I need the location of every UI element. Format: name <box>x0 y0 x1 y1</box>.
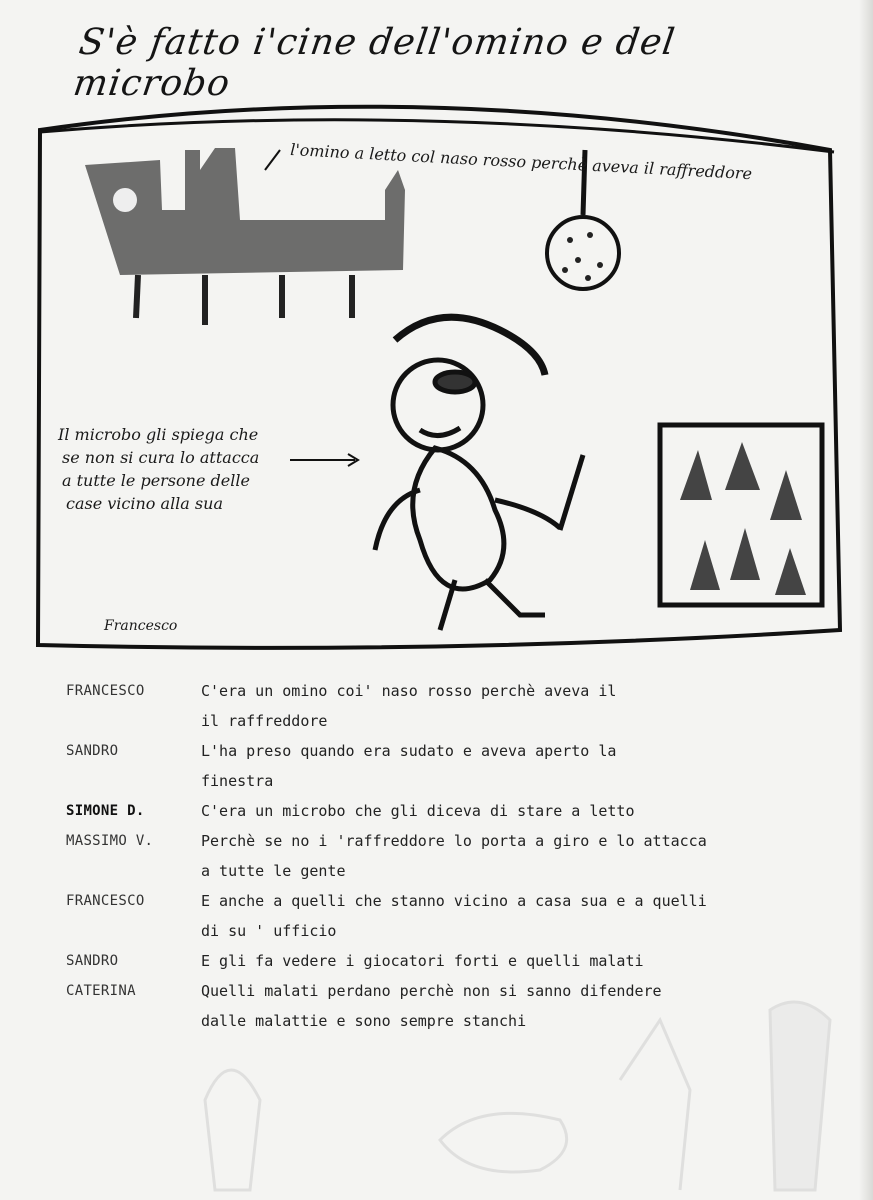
dialogue-row <box>66 886 826 916</box>
annotation-left-line-2: se non si cura lo attacca <box>62 448 260 467</box>
annotation-top: l'omino a letto col naso rosso perchè aveva il raffreddore <box>289 140 753 184</box>
speaker-name: SANDRO <box>66 743 119 759</box>
bed-drawing <box>85 148 405 325</box>
omino-drawing <box>375 317 583 630</box>
child-drawing <box>0 70 873 660</box>
dialogue-text: C'era un microbo che gli diceva di stare a letto <box>201 802 635 820</box>
dialogue-text: E anche a quelli che stanno vicino a casa sua e a quelli <box>201 892 707 910</box>
annotation-left-line-4: case vicino alla sua <box>66 494 223 513</box>
dialogue-row <box>66 676 826 706</box>
dialogue-text: L'ha preso quando era sudato e aveva aperto la <box>201 742 617 760</box>
houses-drawing <box>660 425 822 605</box>
dialogue-row <box>66 736 826 766</box>
speaker-name: MASSIMO V. <box>66 833 154 849</box>
dialogue-row <box>66 916 826 946</box>
dialogue-text: dalle malattie e sono sempre stanchi <box>201 1012 527 1030</box>
speaker-name: CATERINA <box>66 983 136 999</box>
dialogue-row <box>66 706 826 736</box>
page-title: S'è fatto i'cine dell'omino e del microbo <box>70 22 678 104</box>
dialogue-row <box>66 766 826 796</box>
dialogue-text: Perchè se no i 'raffreddore lo porta a giro e lo attacca <box>201 832 707 850</box>
dialogue-text: il raffreddore <box>201 712 328 730</box>
speaker-name: FRANCESCO <box>66 683 145 699</box>
dialogue-text: C'era un omino coi' naso rosso perchè aveva il <box>201 682 617 700</box>
bleed-through-drawing <box>0 980 873 1200</box>
dialogue-row <box>66 826 826 856</box>
dialogue-text: E gli fa vedere i giocatori forti e quelli malati <box>201 952 644 970</box>
annotation-left-line-3: a tutte le persone delle <box>62 471 250 490</box>
dialogue-row <box>66 856 826 886</box>
dialogue-text: Quelli malati perdano perchè non si sanno difendere <box>201 982 662 1000</box>
arrow-to-bed <box>265 150 280 170</box>
dialogue-text: a tutte le gente <box>201 862 346 880</box>
dialogue-row <box>66 946 826 976</box>
speaker-name: FRANCESCO <box>66 893 145 909</box>
annotation-left-line-1: Il microbo gli spiega che <box>58 425 259 444</box>
speaker-name: SANDRO <box>66 953 119 969</box>
signature: Francesco <box>104 618 178 634</box>
speaker-name: SIMONE D. <box>66 803 145 819</box>
dialogue-text: di su ' ufficio <box>201 922 337 940</box>
dialogue-row <box>66 796 826 826</box>
dialogue-text: finestra <box>201 772 274 790</box>
